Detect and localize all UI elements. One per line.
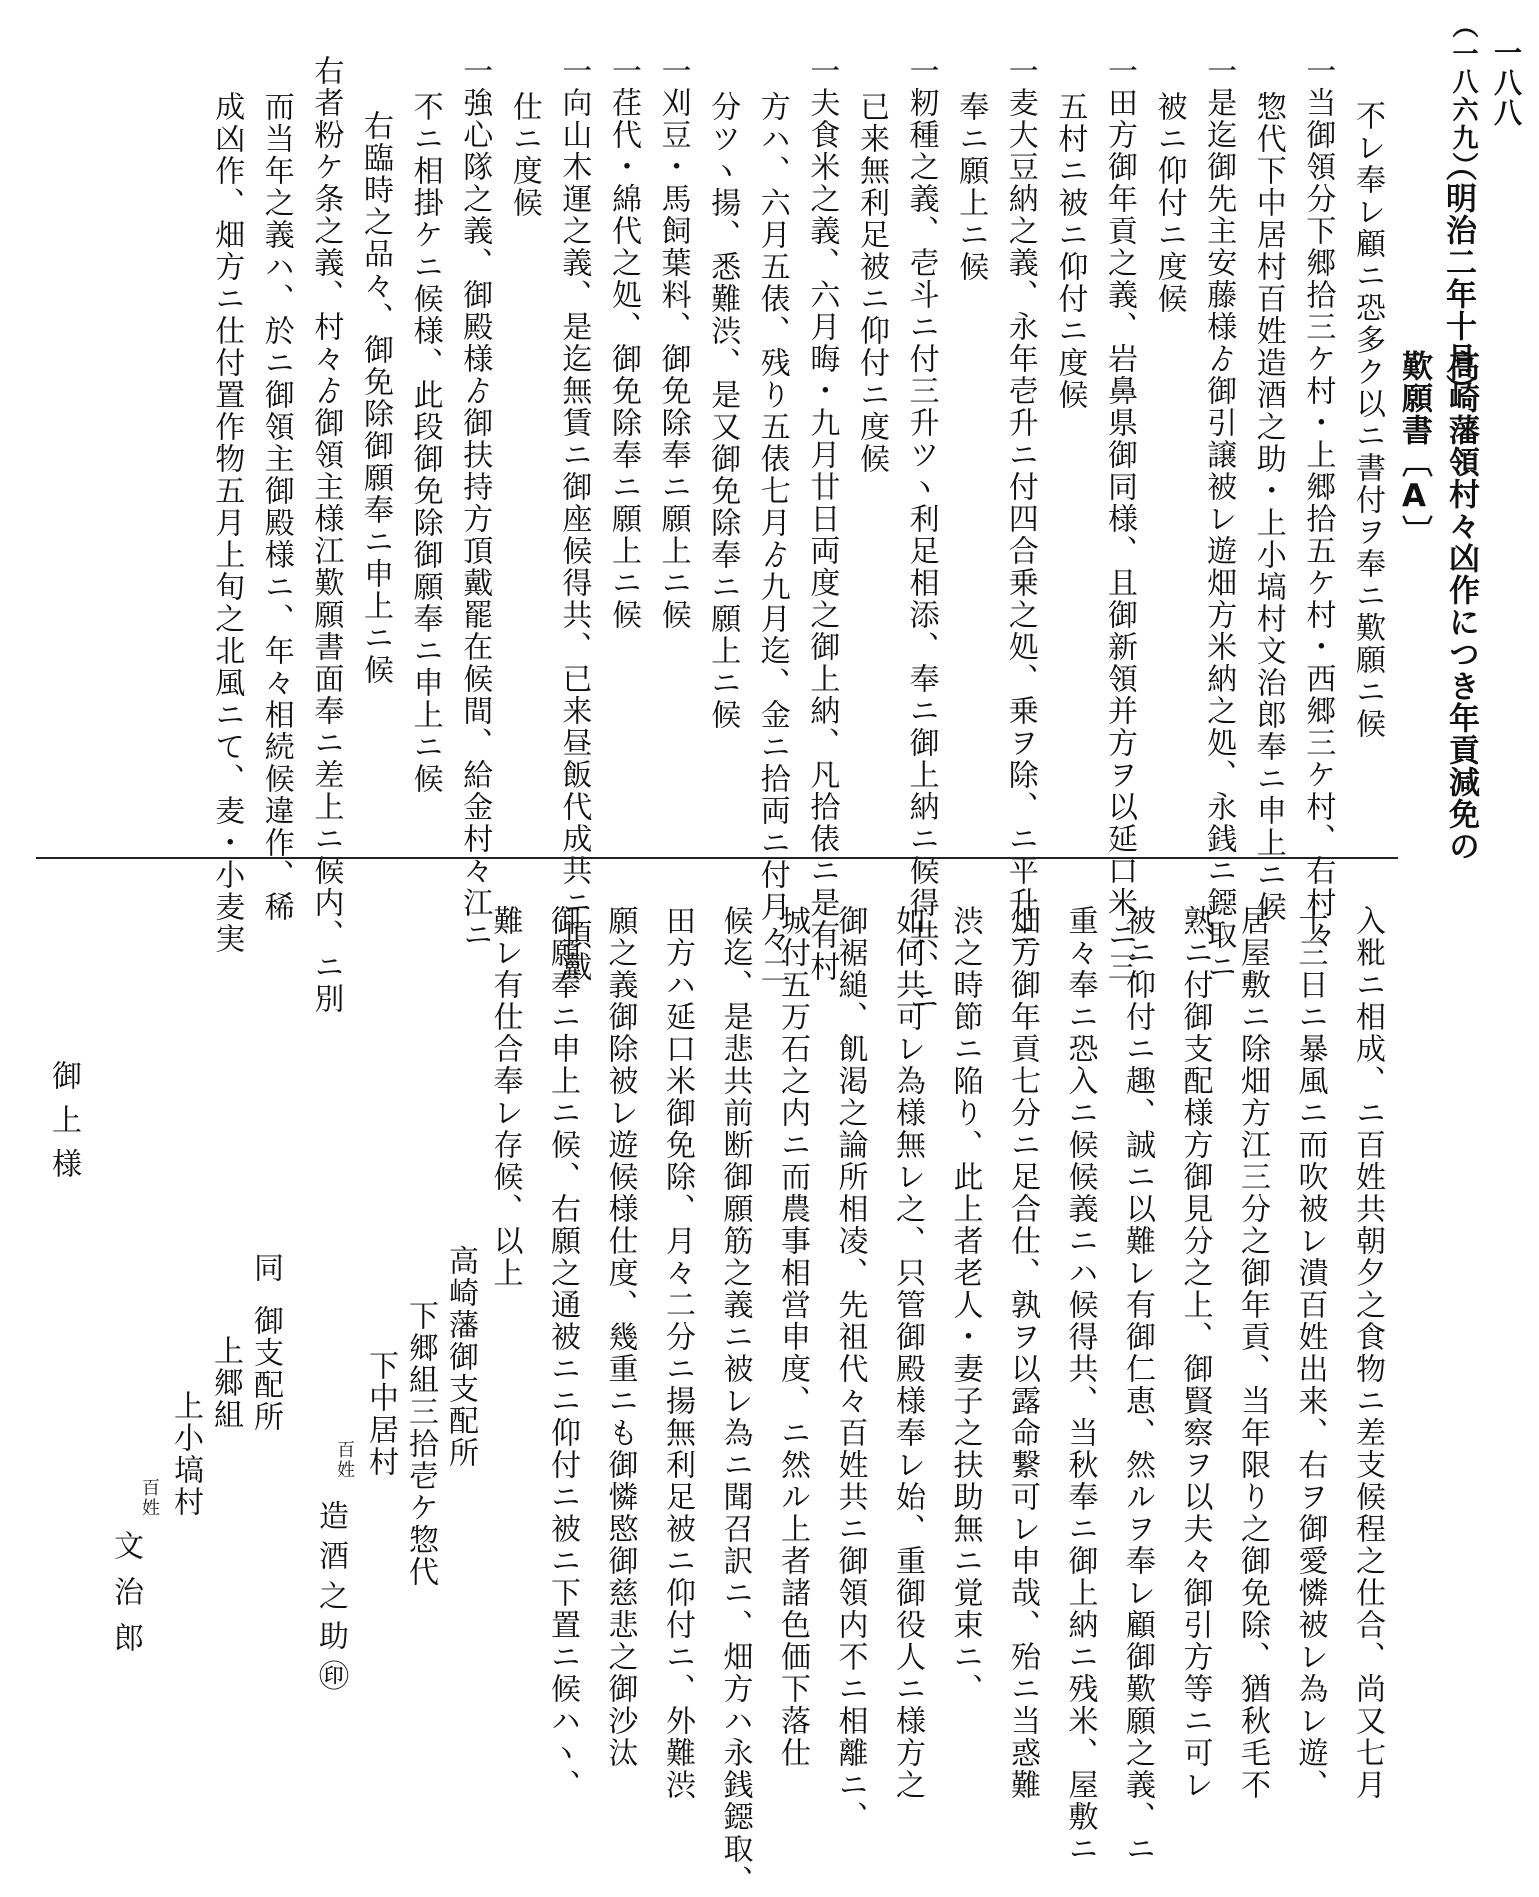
page-number: 一八八 bbox=[1490, 38, 1523, 128]
text-column: 一荏代・綿代之処、御免除奉ニ願上ニ候 bbox=[606, 55, 641, 631]
signature-shimogo-group: 下郷組三拾壱ケ惣代 bbox=[403, 1300, 438, 1588]
signature-kamigo-group: 上郷組 bbox=[208, 1335, 243, 1431]
signature-domain-office: 高崎藩御支配所 bbox=[443, 1245, 478, 1469]
text-column: 難レ有仕合奉レ存候、以上 bbox=[487, 905, 523, 1289]
text-column: 渋之時節ニ陥り、此上者老人・妻子之扶助無ニ覚束ニ、 bbox=[947, 905, 983, 1705]
text-column: 熟ニ付御支配様方御見分之上、御賢察ヲ以夫々御引方等ニ可レ bbox=[1177, 905, 1213, 1801]
text-column: 重々奉ニ恐入ニ候候義ニハ候得共、当秋奉ニ御上納ニ残米、屋敷ニ bbox=[1062, 905, 1098, 1865]
document-title: 高崎藩領村々凶作につき年貢減免の bbox=[1443, 350, 1479, 862]
text-column: 一夫食米之義、六月晦・九月廿日両度之御上納、凡拾俵ニ是有村 bbox=[804, 55, 840, 983]
signature-bunjiro: 文治郎 bbox=[108, 1530, 143, 1668]
text-column: 一強心隊之義、御殿様ゟ御扶持方頂戴罷在候間、給金村々江ニ bbox=[457, 55, 493, 951]
text-column: 惣代下中居村百姓造酒之助・上小塙村文治郎奉ニ申上ニ候 bbox=[1250, 91, 1286, 923]
text-column: 一是迄御先主安藤様ゟ御引譲被レ遊畑方米納之処、永銭ニ鐚取ニ bbox=[1201, 55, 1237, 983]
text-column: 一麦大豆納之義、永年壱升ニ付四合乗之処、乗ヲ除、ニ平升ニ bbox=[1002, 55, 1038, 951]
text-column: 畑方御年貢七分ニ足合仕、孰ヲ以露命繋可レ申哉、殆ニ当惑難 bbox=[1005, 905, 1040, 1801]
text-column: 御裾縋、飢渇之論所相凌、先祖代々百姓共ニ御領内不ニ相離ニ、 bbox=[832, 905, 868, 1833]
text-column: 仕ニ度候 bbox=[506, 91, 542, 219]
text-column: 一向山木運之義、是迄無賃ニ御座候得共、已来昼飯代成共ニ頂戴 bbox=[556, 55, 592, 983]
document-date: （明治二年十月） bbox=[1440, 150, 1476, 406]
text-column: 五村ニ被ニ仰付ニ度候 bbox=[1052, 91, 1088, 411]
text-column: 入粃ニ相成、ニ百姓共朝夕之食物ニ差支候程之仕合、尚又七月 bbox=[1350, 905, 1385, 1801]
text-column: 如何共可レ為様無レ之、只管御殿様奉レ始、重御役人ニ様方之 bbox=[890, 905, 925, 1801]
year-label: （一八六九） bbox=[1448, 12, 1478, 180]
text-column: 一刈豆・馬飼葉料、御免除奉ニ願上ニ候 bbox=[655, 55, 691, 631]
signature-miki-no-suke: 造酒之助㊞ bbox=[313, 1500, 348, 1700]
text-column: 不ニ相掛ケニ候様、此段御免除御願奉ニ申上ニ候 bbox=[407, 91, 443, 795]
text-column: 十三日ニ暴風ニ而吹被レ潰百姓出来、右ヲ御愛憐被レ為レ遊、 bbox=[1292, 905, 1328, 1801]
text-column: 分ツヽ揚、悉難渋、是又御免除奉ニ願上ニ候 bbox=[705, 91, 741, 731]
addressee: 御上様 bbox=[46, 1060, 81, 1192]
text-column: 奉ニ願上ニ候 bbox=[953, 91, 989, 283]
text-column: 已来無利足被ニ仰付ニ度候 bbox=[854, 91, 889, 475]
text-column: 不レ奉レ顧ニ恐多ク以ニ書付ヲ奉ニ歎願ニ候 bbox=[1350, 100, 1385, 740]
text-column: 成凶作、畑方ニ仕付置作物五月上旬之北風ニて、麦・小麦実 bbox=[209, 91, 245, 955]
signature-shimonakai-village: 下中居村 bbox=[363, 1350, 398, 1478]
text-column: 被ニ仰付ニ趣、誠ニ以難レ有御仁恵、然ルヲ奉レ顧御歎願之義、ニ bbox=[1120, 905, 1155, 1865]
text-column: 居屋敷ニ除畑方江三分之御年貢、当年限り之御免除、猶秋毛不 bbox=[1235, 905, 1270, 1801]
signature-hyakusho-1: 百姓 bbox=[334, 1440, 355, 1480]
text-column: 方ハ、六月五俵、残り五俵七月ゟ九月迄、金ニ拾両ニ付月々二 bbox=[754, 91, 790, 987]
text-column: 右者粉ケ条之義、村々ゟ御領主様江歎願書面奉ニ差上ニ候内、ニ別 bbox=[308, 55, 344, 1015]
text-column: 被ニ仰付ニ度候 bbox=[1151, 91, 1187, 315]
text-column: 而当年之義ハ、於ニ御領主御殿様ニ、年々相続候違作、稀 bbox=[258, 91, 294, 923]
text-column: 右臨時之品々、御免除御願奉ニ申上ニ候 bbox=[358, 110, 393, 686]
text-column: 御願奉ニ申上ニ候、右願之通被ニニ仰付ニ被ニ下置ニ候ハヽ、 bbox=[545, 905, 580, 1801]
text-column: 田方ハ延口米御免除、月々二分ニ揚無利足被ニ仰付ニ、外難渋 bbox=[660, 905, 695, 1801]
signature-hyakusho-2: 百姓 bbox=[139, 1478, 160, 1518]
text-column: 一田方御年貢之義、岩鼻県御同様、且御新領并方ヲ以延口米ニ三 bbox=[1102, 55, 1137, 983]
text-column: 一籾種之義、壱斗ニ付三升ツヽ利足相添、奉ニ御上納ニ候得共、ニ bbox=[903, 55, 939, 1015]
text-column: 城付五万石之内ニ而農事相営申度、ニ然ル上者諸色価下落仕 bbox=[775, 905, 810, 1769]
section-divider bbox=[36, 857, 1398, 859]
signature-goshihai: 御支配所 bbox=[248, 1305, 283, 1433]
text-column: 候迄、是悲共前断御願筋之義ニ被レ為ニ聞召訳ニ、畑方ハ永銭鐚取、 bbox=[717, 905, 753, 1897]
text-column: 願之義御除被レ遊候様仕度、幾重ニも御憐愍御慈悲之御沙汰 bbox=[602, 905, 638, 1769]
signature-kamikobana-village: 上小塙村 bbox=[168, 1390, 203, 1518]
text-column: 一当御領分下郷拾三ケ村・上郷拾五ケ村・西郷三ケ村、右村々 bbox=[1300, 55, 1336, 951]
document-title-line2: 歎願書〔A〕 bbox=[1396, 350, 1432, 547]
signature-same: 同 bbox=[248, 1252, 283, 1284]
